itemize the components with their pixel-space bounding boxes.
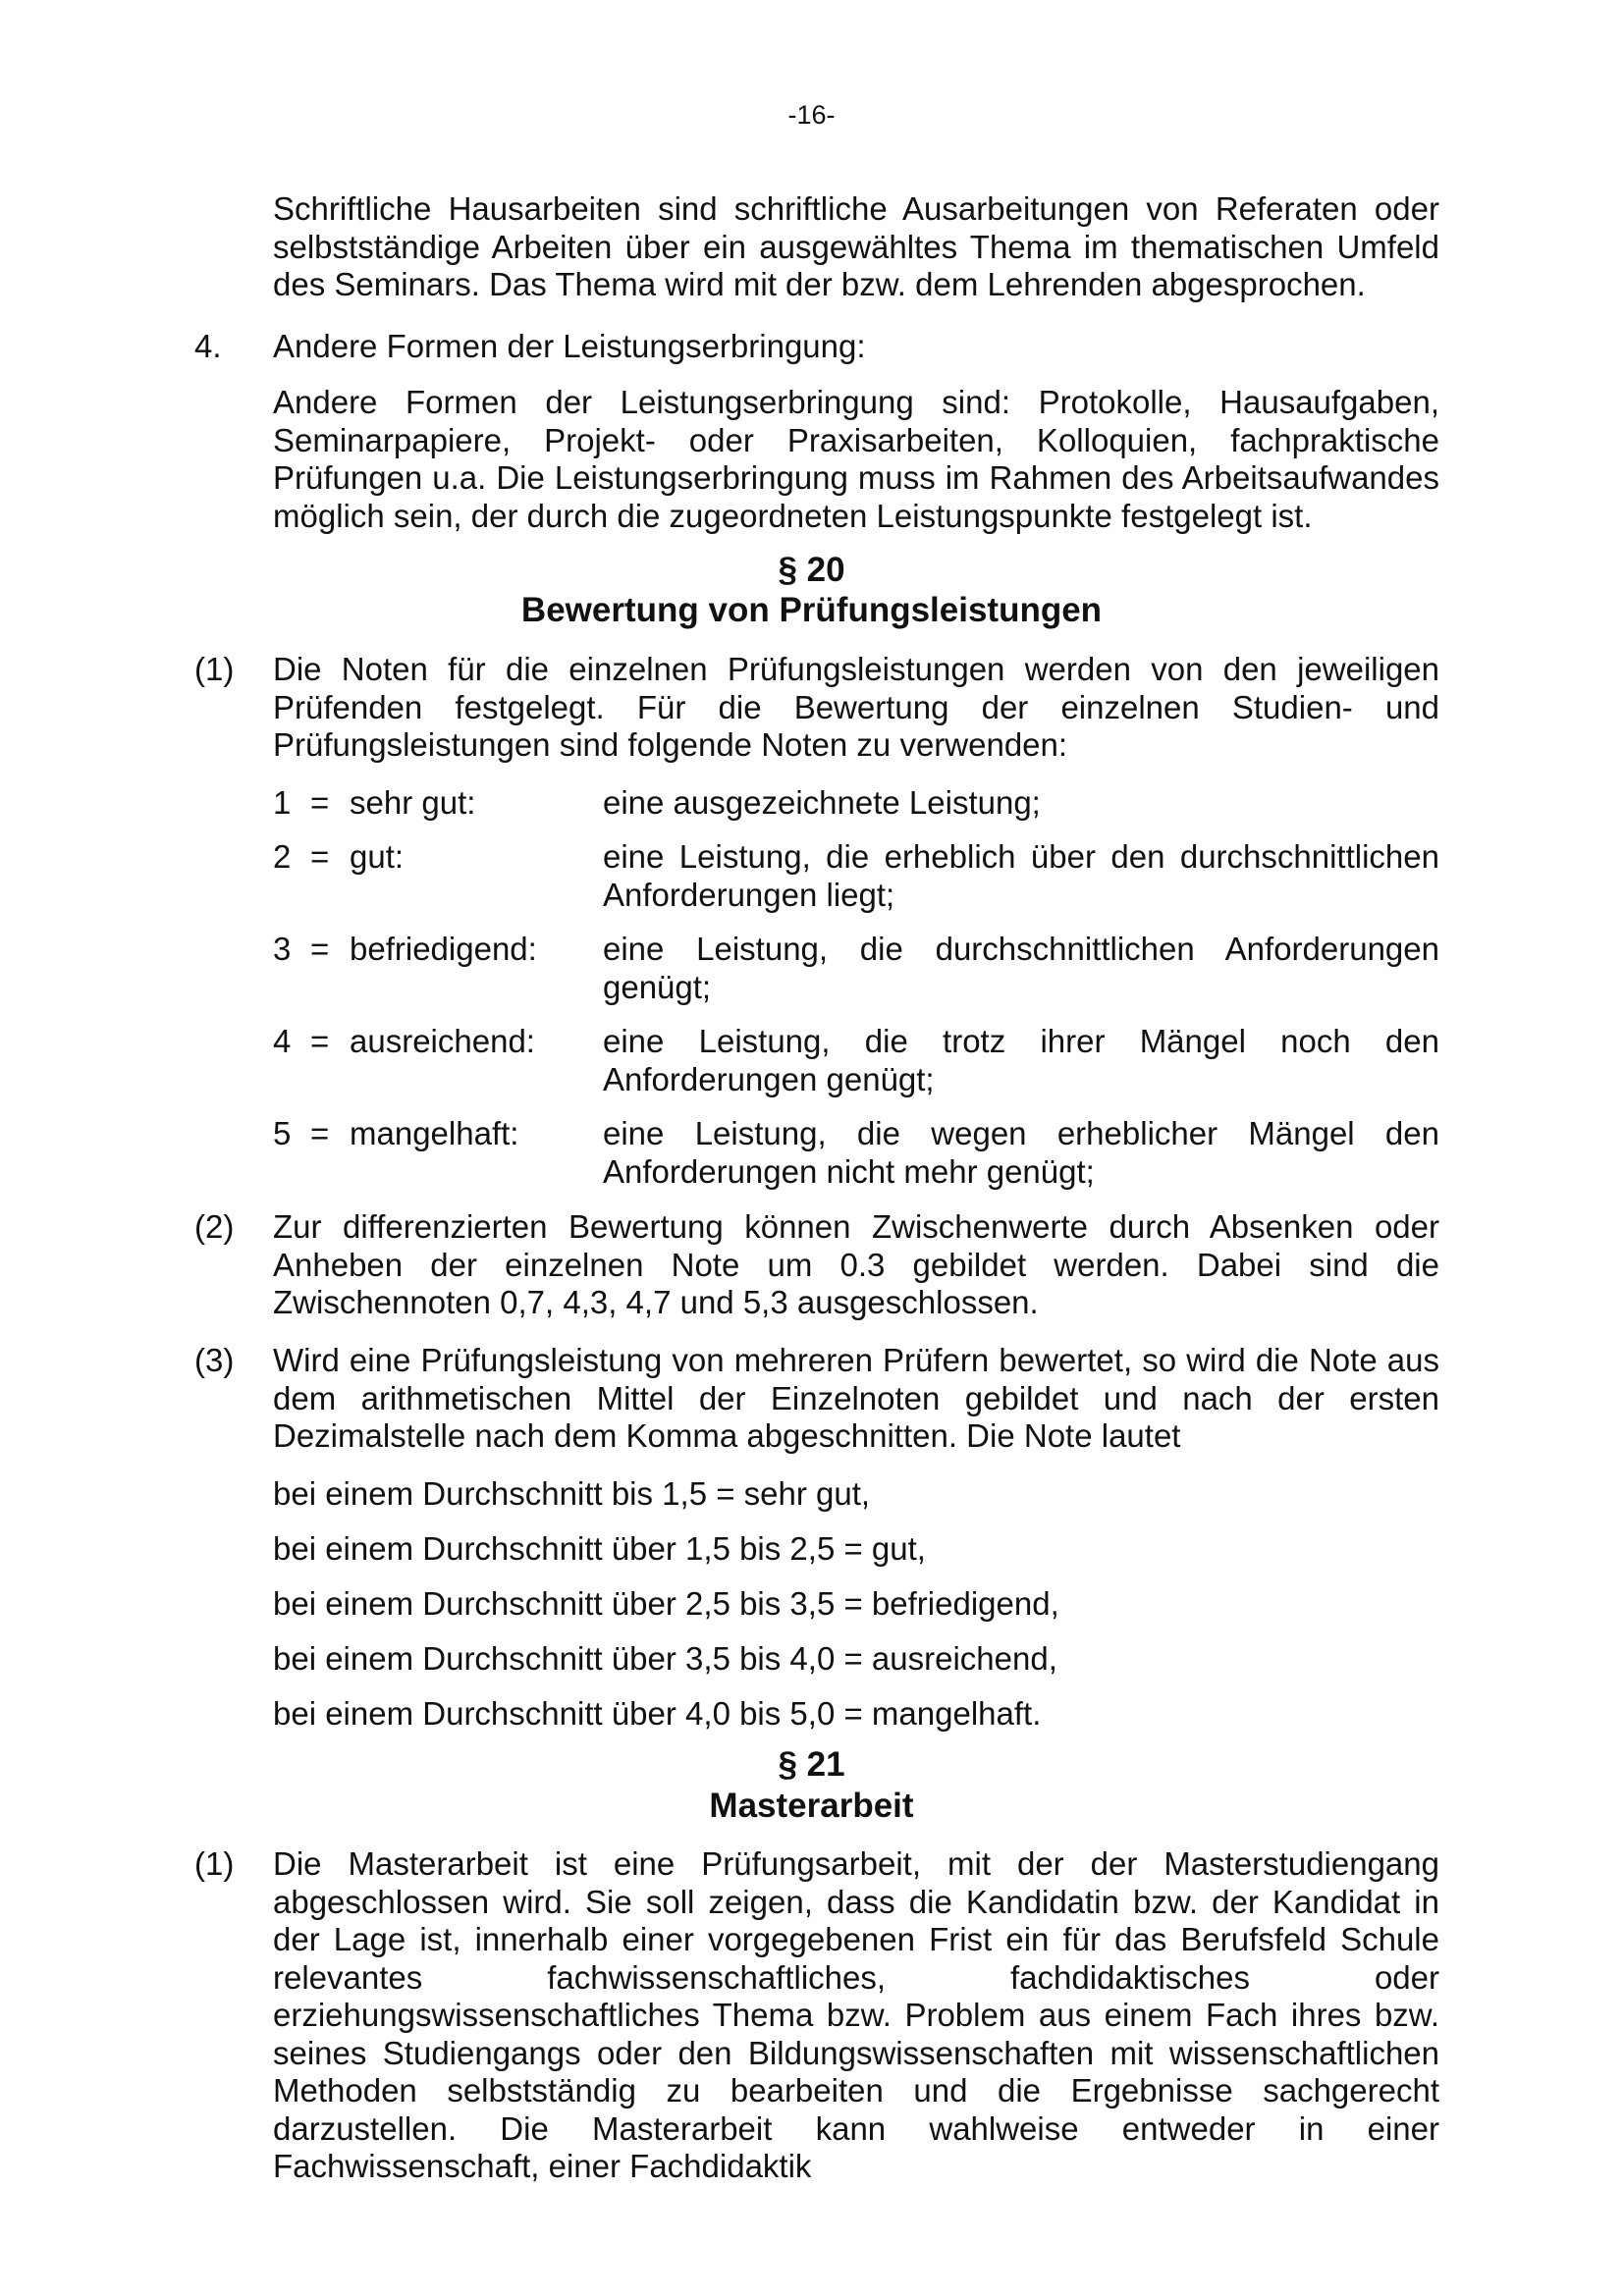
paragraph-number: (1)	[194, 651, 235, 687]
grade-equals: =	[310, 838, 330, 875]
item-4-text: Andere Formen der Leistungserbringung sind: Protokolle, Hausaufgaben, Seminarpapiere, Projekt- oder Praxisarbeiten, Kolloquien, fachpraktische Prüfungen u.a. Die Leistungserbringung muss im Rahmen des Arbeitsaufwandes möglich sein, der durch die zugeordneten Leistungspunkte festgelegt ist.	[273, 384, 1439, 534]
grade-row	[273, 1023, 1439, 1098]
grade-equals: =	[310, 1115, 330, 1151]
grade-name: sehr gut:	[350, 784, 476, 821]
grade-number: 1	[273, 784, 292, 821]
grade-name: gut:	[350, 838, 405, 875]
grade-row	[273, 838, 1439, 914]
grade-number: 4	[273, 1023, 292, 1059]
grade-number: 5	[273, 1115, 292, 1151]
item-4-title: Andere Formen der Leistungserbringung:	[273, 328, 866, 364]
grade-number: 3	[273, 931, 292, 967]
average-rule: bei einem Durchschnitt bis 1,5 = sehr gut,	[273, 1475, 871, 1512]
section-20-paragraph-1	[194, 651, 1439, 765]
average-rule: bei einem Durchschnitt über 4,0 bis 5,0 = mangelhaft.	[273, 1695, 1042, 1732]
intro-paragraph: Schriftliche Hausarbeiten sind schriftliche Ausarbeitungen von Referaten oder selbstständige Arbeiten über ein ausgewähltes Thema im thematischen Umfeld des Seminars. Das Thema wird mit der bzw. dem Lehrenden abgesprochen.	[273, 190, 1439, 302]
grade-number: 2	[273, 838, 292, 875]
paragraph-text: Wird eine Prüfungsleistung von mehreren Prüfern bewertet, so wird die Note aus dem arithmetischen Mittel der Einzelnoten gebildet und nach der ersten Dezimalstelle nach dem Komma abgeschnitten. Die Note lautet	[273, 1342, 1439, 1454]
paragraph-text: Zur differenzierten Bewertung können Zwischenwerte durch Absenken oder Anheben der einzelnen Note um 0.3 gebildet werden. Dabei sind die Zwischennoten 0,7, 4,3, 4,7 und 5,3 ausgeschlossen.	[273, 1208, 1439, 1320]
grade-name: mangelhaft:	[350, 1115, 519, 1151]
grade-equals: =	[310, 784, 330, 821]
paragraph-text: Die Noten für die einzelnen Prüfungsleistungen werden von den jeweiligen Prüfenden festgelegt. Für die Bewertung der einzelnen Studien- und Prüfungsleistungen sind folgende Noten zu verwenden:	[273, 651, 1439, 763]
grade-equals: =	[310, 1023, 330, 1059]
grade-row	[273, 1115, 1439, 1191]
section-21-title: Masterarbeit	[709, 1787, 914, 1825]
grade-name: ausreichend:	[350, 1023, 535, 1059]
grade-description: eine Leistung, die durchschnittlichen Anforderungen genügt;	[603, 931, 1439, 1005]
grade-description: eine Leistung, die erheblich über den durchschnittlichen Anforderungen liegt;	[603, 838, 1439, 913]
grade-description: eine Leistung, die wegen erheblicher Mängel den Anforderungen nicht mehr genügt;	[603, 1115, 1439, 1190]
average-rule: bei einem Durchschnitt über 2,5 bis 3,5 = befriedigend,	[273, 1585, 1059, 1622]
average-rule: bei einem Durchschnitt über 3,5 bis 4,0 = ausreichend,	[273, 1640, 1057, 1677]
section-20-title: Bewertung von Prüfungsleistungen	[520, 591, 1103, 629]
grade-name: befriedigend:	[350, 931, 537, 967]
section-20-paragraph-2	[194, 1208, 1439, 1322]
item-4-number: 4.	[194, 328, 222, 364]
grade-equals: =	[310, 931, 330, 967]
grade-row	[273, 784, 1439, 823]
paragraph-text: Die Masterarbeit ist eine Prüfungsarbeit, mit der der Masterstudiengang abgeschlossen wird. Sie soll zeigen, dass die Kandidatin bzw. der Kandidat in der Lage ist, innerhalb einer vorgegebenen Frist ein für das Berufsfeld Schule relevantes fachwissenschaftliches, fachdidaktisches oder erziehungswissenschaftliches Thema bzw. Problem aus einem Fach ihres bzw. seines Studiengangs oder den Bildungswissenschaften mit wissenschaftlichen Methoden selbstständig zu bearbeiten und die Ergebnisse sachgerecht darzustellen. Die Masterarbeit kann wahlweise entweder in einer Fachwissenschaft, einer Fachdidaktik	[273, 1845, 1439, 2184]
average-rule: bei einem Durchschnitt über 1,5 bis 2,5 = gut,	[273, 1530, 926, 1567]
section-20-paragraph-3	[194, 1342, 1439, 1456]
grade-description: eine Leistung, die trotz ihrer Mängel noch den Anforderungen genügt;	[603, 1023, 1439, 1097]
section-20-number: § 20	[778, 551, 845, 589]
item-4-heading	[194, 328, 1439, 366]
page-number: -16-	[787, 100, 836, 130]
grade-row	[273, 931, 1439, 1006]
section-21-number: § 21	[778, 1745, 845, 1784]
section-21-paragraph-1	[194, 1845, 1439, 2186]
grade-description: eine ausgezeichnete Leistung;	[603, 784, 1041, 821]
paragraph-number: (1)	[194, 1845, 235, 1882]
paragraph-number: (2)	[194, 1208, 235, 1245]
paragraph-number: (3)	[194, 1342, 235, 1378]
